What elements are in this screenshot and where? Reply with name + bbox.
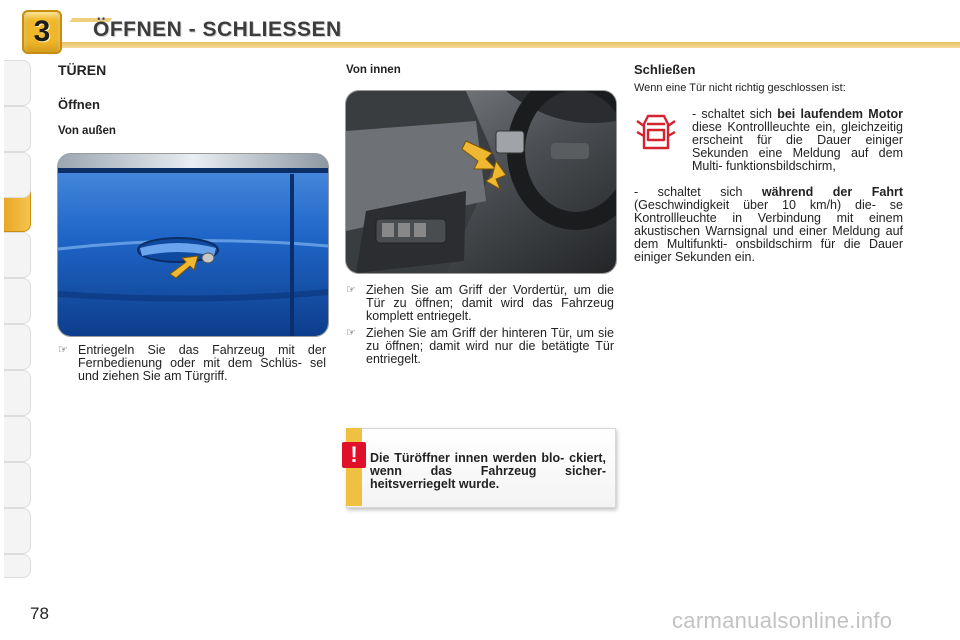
closing-item-1-bold: bei laufendem Motor xyxy=(777,107,903,121)
inside-instruction-2 xyxy=(346,327,614,366)
car-door-open-icon xyxy=(634,110,678,154)
page-title: ÖFFNEN - SCHLIESSEN xyxy=(93,18,342,41)
closing-item-2 xyxy=(634,186,903,264)
chapter-tab-11[interactable] xyxy=(4,554,31,578)
chapter-tab-9[interactable] xyxy=(4,462,31,508)
closing-item-1-rest: diese Kontrollleuchte ein, gleichzeitig erscheint für die Dauer einiger Sekunden eine Meldung auf dem Multi- funktionsbildschirm, xyxy=(692,120,903,173)
inside-heading: Von innen xyxy=(346,64,401,76)
chapter-tab-5[interactable] xyxy=(4,278,31,324)
exclamation-icon: ! xyxy=(342,442,366,468)
closing-item-2-rest: (Geschwindigkeit über 10 km/h) die- se Kontrollleuchte in Verbindung mit einem akustischen Warnsignal und einer Meldung auf dem Multifunkti- onsbildschirm für die Dauer einiger Sekunden ein. xyxy=(634,198,903,264)
chapter-tab-6[interactable] xyxy=(4,324,31,370)
closing-item-2-bold: während der Fahrt xyxy=(761,185,903,199)
chapter-tab-4[interactable] xyxy=(4,232,31,278)
closing-intro: Wenn eine Tür nicht richtig geschlossen ist: xyxy=(634,82,846,94)
subsection-title: Öffnen xyxy=(58,97,100,112)
inside-instruction-1 xyxy=(346,284,614,323)
closing-item-1-prefix: - schaltet sich xyxy=(692,107,772,121)
inside-instruction-1-text: Ziehen Sie am Griff der Vordertür, um die Tür zu öffnen; damit wird das Fahrzeug komplett entriegelt. xyxy=(366,283,614,323)
chapter-tab-8[interactable] xyxy=(4,416,31,462)
outside-instruction xyxy=(58,344,326,383)
pointing-hand-icon: ☞ xyxy=(346,284,356,296)
page-number: 78 xyxy=(30,604,49,623)
watermark: carmanualsonline.info xyxy=(672,608,893,633)
chapter-badge xyxy=(22,10,62,54)
section-title: TÜREN xyxy=(58,62,107,78)
outside-heading: Von außen xyxy=(58,125,116,137)
chapter-tab-1[interactable] xyxy=(4,60,31,106)
pointing-hand-icon: ☞ xyxy=(58,344,68,356)
closing-item-1 xyxy=(692,108,903,173)
outside-instruction-text: Entriegeln Sie das Fahrzeug mit der Fernbedienung oder mit dem Schlüs- sel und ziehen Sie am Türgriff. xyxy=(78,343,326,383)
chapter-tab-10[interactable] xyxy=(4,508,31,554)
pointing-hand-icon: ☞ xyxy=(346,327,356,339)
chapter-tab-7[interactable] xyxy=(4,370,31,416)
closing-heading: Schließen xyxy=(634,62,696,77)
closing-item-2-prefix: - schaltet sich xyxy=(634,185,743,199)
chapter-tab-strip xyxy=(0,60,34,580)
warning-text: Die Türöffner innen werden blo- ckiert, wenn das Fahrzeug sicher- heitsverriegelt wurde. xyxy=(370,451,606,491)
chapter-tab-2[interactable] xyxy=(4,106,31,152)
chapter-number: 3 xyxy=(33,15,51,48)
header-rule xyxy=(60,42,960,48)
car-door-interior-illustration xyxy=(346,91,616,273)
chapter-tab-2b[interactable] xyxy=(4,152,31,198)
door-handle-outside-photo xyxy=(57,153,329,337)
door-handle-inside-photo xyxy=(345,90,617,274)
car-door-exterior-illustration xyxy=(58,154,328,336)
inside-instruction-2-text: Ziehen Sie am Griff der hinteren Tür, um sie zu öffnen; damit wird nur die betätigte Tür entriegelt. xyxy=(366,326,614,366)
